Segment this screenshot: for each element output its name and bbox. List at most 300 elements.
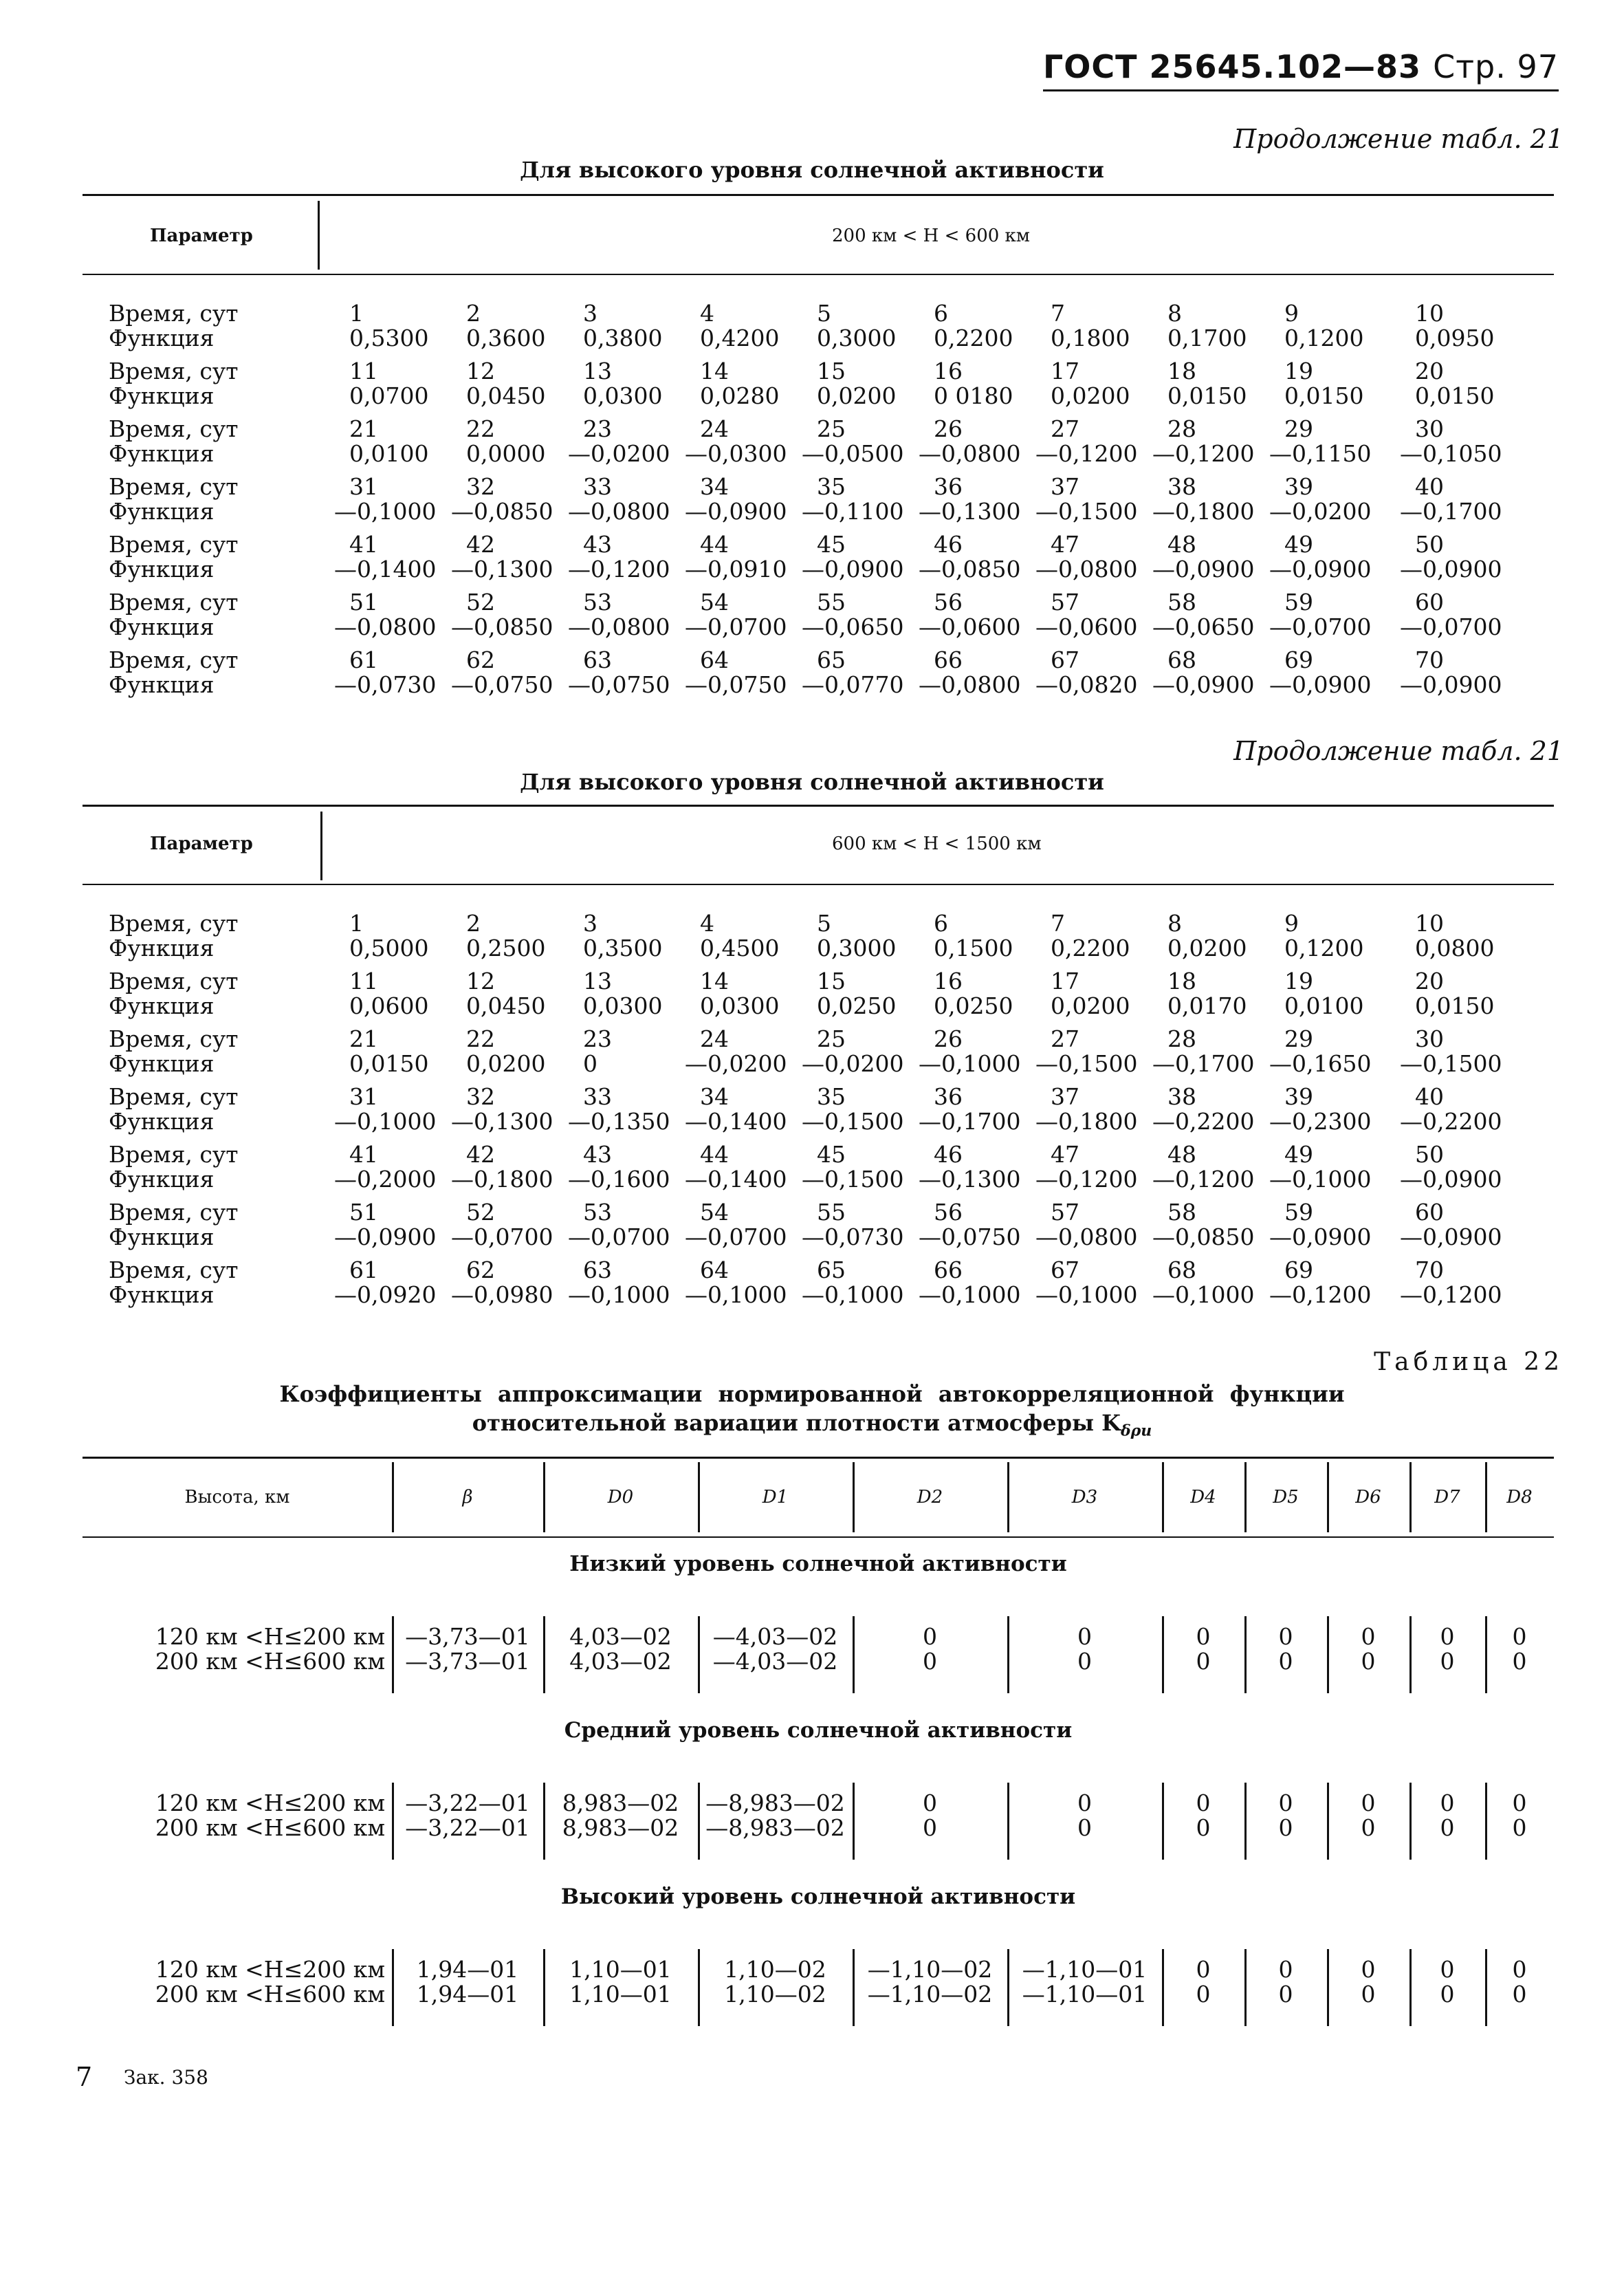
rule-mid-a bbox=[83, 274, 1554, 275]
param-header-b: Параметр bbox=[150, 834, 253, 854]
time-cell: 69 bbox=[1284, 646, 1313, 673]
function-cell: —0,0850 bbox=[1152, 1223, 1255, 1250]
function-cell: —0,0730 bbox=[802, 1223, 904, 1250]
time-cell: 37 bbox=[1051, 1083, 1079, 1110]
time-cell: 28 bbox=[1167, 415, 1196, 442]
time-cell: 64 bbox=[700, 1257, 729, 1283]
function-row bbox=[109, 1052, 1525, 1076]
function-cell: —0,0600 bbox=[1035, 613, 1138, 640]
cell-divider bbox=[1007, 1783, 1009, 1860]
function-cell: —0,2200 bbox=[1400, 1108, 1502, 1135]
value-cell: 1,10—02 bbox=[724, 1981, 826, 2008]
time-cell: 48 bbox=[1167, 1141, 1196, 1168]
value-cell: 0 bbox=[923, 1814, 937, 1841]
time-cell: 38 bbox=[1167, 1083, 1196, 1110]
function-cell: 0,0170 bbox=[1167, 992, 1247, 1019]
value-cell: 0 bbox=[1440, 1648, 1455, 1675]
function-label: Функция bbox=[109, 556, 215, 583]
function-label: Функция bbox=[109, 671, 215, 698]
function-cell: 0,2200 bbox=[934, 325, 1013, 351]
function-cell: —0,0850 bbox=[451, 613, 553, 640]
time-cell: 59 bbox=[1284, 589, 1313, 616]
standard-title: ГОСТ 25645.102—83 bbox=[1042, 48, 1422, 85]
function-cell: 0,2200 bbox=[1051, 935, 1130, 961]
time-cell: 65 bbox=[817, 646, 846, 673]
cell-divider bbox=[1162, 1949, 1164, 2026]
function-cell: 0,3000 bbox=[817, 325, 897, 351]
value-cell: —4,03—02 bbox=[712, 1623, 838, 1650]
time-cell: 42 bbox=[466, 1141, 495, 1168]
cell-divider bbox=[543, 1949, 545, 2026]
time-label: Время, сут bbox=[109, 1025, 239, 1052]
function-cell: —0,0800 bbox=[919, 440, 1021, 467]
function-cell: 0,0150 bbox=[1415, 992, 1495, 1019]
cell-divider bbox=[1485, 1783, 1487, 1860]
function-cell: 0,0150 bbox=[349, 1050, 429, 1077]
function-cell: 0,5300 bbox=[349, 325, 429, 351]
time-cell: 70 bbox=[1415, 646, 1444, 673]
function-cell: —0,0900 bbox=[1269, 556, 1372, 583]
running-header bbox=[1043, 48, 1559, 91]
altitude-cell: 120 км <H≤200 км bbox=[155, 1956, 385, 1983]
cell-divider bbox=[1485, 1949, 1487, 2026]
function-cell: —0,1300 bbox=[451, 556, 553, 583]
function-cell: —0,0850 bbox=[451, 498, 553, 525]
function-cell: —0,1000 bbox=[919, 1281, 1021, 1308]
time-cell: 59 bbox=[1284, 1199, 1313, 1226]
function-cell: —0,0850 bbox=[919, 556, 1021, 583]
value-cell: 1,94—01 bbox=[416, 1981, 519, 2008]
function-cell: —0,1200 bbox=[1400, 1281, 1502, 1308]
value-cell: 4,03—02 bbox=[569, 1648, 672, 1675]
time-cell: 9 bbox=[1284, 910, 1299, 937]
section-title: Средний уровень солнечной активности bbox=[564, 1718, 1073, 1743]
value-cell: 0 bbox=[1278, 1814, 1293, 1841]
time-cell: 21 bbox=[349, 415, 378, 442]
value-cell: 0 bbox=[1278, 1790, 1293, 1816]
column-divider bbox=[1162, 1462, 1164, 1532]
time-cell: 51 bbox=[349, 589, 378, 616]
time-cell: 55 bbox=[817, 589, 846, 616]
value-cell: 0 bbox=[1361, 1790, 1376, 1816]
column-header: Высота, км bbox=[184, 1487, 290, 1508]
function-cell: 0,4500 bbox=[700, 935, 780, 961]
column-header: D1 bbox=[762, 1487, 789, 1508]
cell-divider bbox=[392, 1783, 394, 1860]
function-row bbox=[109, 936, 1525, 961]
cell-divider bbox=[1409, 1949, 1412, 2026]
time-cell: 68 bbox=[1167, 1257, 1196, 1283]
value-cell: 0 bbox=[1278, 1623, 1293, 1650]
time-cell: 50 bbox=[1415, 1141, 1444, 1168]
data-table-b bbox=[109, 911, 1525, 1316]
time-cell: 54 bbox=[700, 589, 729, 616]
time-cell: 68 bbox=[1167, 646, 1196, 673]
time-cell: 30 bbox=[1415, 415, 1444, 442]
row-gap-cell bbox=[109, 697, 1525, 706]
time-cell: 52 bbox=[466, 1199, 495, 1226]
function-row bbox=[109, 1167, 1525, 1192]
time-cell: 43 bbox=[583, 1141, 612, 1168]
function-label: Функция bbox=[109, 1050, 215, 1077]
t22-body bbox=[83, 1541, 1554, 2049]
cell-divider bbox=[698, 1783, 700, 1860]
function-cell: 0,0200 bbox=[1051, 382, 1130, 409]
time-cell: 9 bbox=[1284, 300, 1299, 327]
value-cell: —8,983—02 bbox=[705, 1814, 845, 1841]
time-label: Время, сут bbox=[109, 968, 239, 994]
value-cell: 0 bbox=[1196, 1814, 1211, 1841]
cell-divider bbox=[1162, 1616, 1164, 1693]
footer-page-num: 7 bbox=[76, 2062, 93, 2092]
time-cell: 44 bbox=[700, 531, 729, 558]
function-row bbox=[109, 994, 1525, 1019]
section-title: Высокий уровень солнечной активности bbox=[560, 1884, 1076, 1909]
value-cell: 0 bbox=[1361, 1956, 1376, 1983]
time-cell: 49 bbox=[1284, 531, 1313, 558]
value-cell: —1,10—01 bbox=[1022, 1956, 1148, 1983]
function-label: Функция bbox=[109, 1281, 215, 1308]
function-cell: —0,1500 bbox=[802, 1166, 904, 1193]
cell-divider bbox=[1244, 1783, 1247, 1860]
time-cell: 31 bbox=[349, 1083, 378, 1110]
time-cell: 8 bbox=[1167, 910, 1182, 937]
function-cell: —0,0750 bbox=[685, 671, 787, 698]
value-cell: 4,03—02 bbox=[569, 1623, 672, 1650]
time-cell: 19 bbox=[1284, 968, 1313, 994]
time-cell: 23 bbox=[583, 415, 612, 442]
value-cell: 0 bbox=[1278, 1956, 1293, 1983]
function-cell: —0,0800 bbox=[568, 613, 670, 640]
time-cell: 43 bbox=[583, 531, 612, 558]
time-cell: 5 bbox=[817, 910, 831, 937]
function-cell: —0,0900 bbox=[802, 556, 904, 583]
time-cell: 21 bbox=[349, 1025, 378, 1052]
value-cell: 0 bbox=[1196, 1623, 1211, 1650]
time-cell: 24 bbox=[700, 415, 729, 442]
function-cell: —0,0750 bbox=[568, 671, 670, 698]
time-cell: 70 bbox=[1415, 1257, 1444, 1283]
column-divider bbox=[1007, 1462, 1009, 1532]
t22-rule-top bbox=[83, 1457, 1554, 1459]
function-label: Функция bbox=[109, 440, 215, 467]
time-cell: 18 bbox=[1167, 358, 1196, 384]
function-cell: —0,0200 bbox=[568, 440, 670, 467]
cell-divider bbox=[698, 1949, 700, 2026]
time-cell: 54 bbox=[700, 1199, 729, 1226]
function-cell: —0,1100 bbox=[802, 498, 904, 525]
time-label: Время, сут bbox=[109, 646, 239, 673]
function-cell: 0,0700 bbox=[349, 382, 429, 409]
function-cell: —0,1400 bbox=[685, 1108, 787, 1135]
function-cell: 0,1200 bbox=[1284, 935, 1364, 961]
time-row bbox=[109, 417, 1525, 442]
time-cell: 42 bbox=[466, 531, 495, 558]
column-header: D7 bbox=[1434, 1487, 1460, 1508]
time-cell: 33 bbox=[583, 1083, 612, 1110]
function-cell: —0,2300 bbox=[1269, 1108, 1372, 1135]
function-cell: 0,4200 bbox=[700, 325, 780, 351]
time-cell: 26 bbox=[934, 1025, 963, 1052]
function-cell: 0,0150 bbox=[1284, 382, 1364, 409]
value-cell: 0 bbox=[1361, 1648, 1376, 1675]
time-cell: 26 bbox=[934, 415, 963, 442]
altitude-cell: 120 км <H≤200 км bbox=[155, 1623, 385, 1650]
value-cell: —8,983—02 bbox=[705, 1790, 845, 1816]
value-cell: 0 bbox=[1077, 1814, 1092, 1841]
value-cell: 0 bbox=[1196, 1981, 1211, 2008]
function-cell: 0,3800 bbox=[583, 325, 663, 351]
time-cell: 25 bbox=[817, 1025, 846, 1052]
value-cell: —3,22—01 bbox=[405, 1814, 530, 1841]
function-cell: —0,1500 bbox=[1035, 1050, 1138, 1077]
page-number: Стр. 97 bbox=[1433, 48, 1559, 85]
time-cell: 40 bbox=[1415, 473, 1444, 500]
column-header: D6 bbox=[1355, 1487, 1381, 1508]
function-cell: 0,0450 bbox=[466, 992, 546, 1019]
time-cell: 3 bbox=[583, 910, 597, 937]
column-header: D4 bbox=[1190, 1487, 1216, 1508]
time-cell: 57 bbox=[1051, 1199, 1079, 1226]
table-title-a: Для высокого уровня солнечной активности bbox=[520, 157, 1104, 183]
function-cell: —0,0200 bbox=[802, 1050, 904, 1077]
altitude-cell: 120 км <H≤200 км bbox=[155, 1790, 385, 1816]
time-cell: 13 bbox=[583, 968, 612, 994]
function-cell: —0,0650 bbox=[1152, 613, 1255, 640]
range-header-a: 200 км < H < 600 км bbox=[832, 226, 1031, 246]
function-cell: 0,0450 bbox=[466, 382, 546, 409]
value-cell: 0 bbox=[1077, 1790, 1092, 1816]
column-header: D8 bbox=[1506, 1487, 1533, 1508]
time-cell: 35 bbox=[817, 473, 846, 500]
altitude-cell: 200 км <H≤600 км bbox=[155, 1648, 385, 1675]
value-cell: 0 bbox=[923, 1790, 937, 1816]
time-cell: 32 bbox=[466, 473, 495, 500]
row-gap bbox=[109, 697, 1525, 706]
function-row bbox=[109, 384, 1525, 409]
function-cell: —0,0700 bbox=[685, 1223, 787, 1250]
range-header-b: 600 км < H < 1500 км bbox=[832, 834, 1042, 854]
value-cell: 1,10—01 bbox=[569, 1981, 672, 2008]
time-cell: 17 bbox=[1051, 358, 1079, 384]
time-cell: 69 bbox=[1284, 1257, 1313, 1283]
function-cell: 0,0000 bbox=[466, 440, 546, 467]
time-cell: 45 bbox=[817, 1141, 846, 1168]
time-cell: 40 bbox=[1415, 1083, 1444, 1110]
function-cell: —0,1300 bbox=[919, 498, 1021, 525]
time-cell: 15 bbox=[817, 968, 846, 994]
time-cell: 25 bbox=[817, 415, 846, 442]
function-cell: —0,0700 bbox=[451, 1223, 553, 1250]
function-label: Функция bbox=[109, 1223, 215, 1250]
function-cell: 0,0200 bbox=[817, 382, 897, 409]
function-cell: —0,1200 bbox=[568, 556, 670, 583]
time-cell: 11 bbox=[349, 968, 378, 994]
column-divider bbox=[392, 1462, 394, 1532]
time-cell: 17 bbox=[1051, 968, 1079, 994]
value-cell: 0 bbox=[1512, 1814, 1527, 1841]
function-label: Функция bbox=[109, 1108, 215, 1135]
value-cell: 1,10—02 bbox=[724, 1956, 826, 1983]
function-cell: —0,0900 bbox=[1269, 1223, 1372, 1250]
function-cell: —0,1300 bbox=[451, 1108, 553, 1135]
time-cell: 27 bbox=[1051, 415, 1079, 442]
time-cell: 10 bbox=[1415, 910, 1444, 937]
time-cell: 49 bbox=[1284, 1141, 1313, 1168]
function-cell: —0,1200 bbox=[1035, 440, 1138, 467]
value-cell: 0 bbox=[1512, 1790, 1527, 1816]
time-row bbox=[109, 1258, 1525, 1283]
time-cell: 37 bbox=[1051, 473, 1079, 500]
time-cell: 12 bbox=[466, 968, 495, 994]
time-cell: 16 bbox=[934, 968, 963, 994]
function-row bbox=[109, 1225, 1525, 1250]
time-cell: 47 bbox=[1051, 531, 1079, 558]
function-cell: —0,0800 bbox=[919, 671, 1021, 698]
value-cell: 0 bbox=[1278, 1981, 1293, 2008]
function-cell: —0,1350 bbox=[568, 1108, 670, 1135]
function-cell: —0,2200 bbox=[1152, 1108, 1255, 1135]
value-cell: 0 bbox=[1077, 1623, 1092, 1650]
time-cell: 18 bbox=[1167, 968, 1196, 994]
value-cell: 0 bbox=[1361, 1623, 1376, 1650]
t22-rule-header bbox=[83, 1536, 1554, 1538]
time-cell: 7 bbox=[1051, 300, 1065, 327]
function-cell: —0,1000 bbox=[334, 498, 437, 525]
function-cell: —0,0800 bbox=[1035, 1223, 1138, 1250]
cell-divider bbox=[1007, 1616, 1009, 1693]
column-header: D3 bbox=[1071, 1487, 1098, 1508]
function-cell: —0,1300 bbox=[919, 1166, 1021, 1193]
time-cell: 15 bbox=[817, 358, 846, 384]
function-cell: —0,1500 bbox=[1400, 1050, 1502, 1077]
function-cell: —0,0650 bbox=[802, 613, 904, 640]
time-cell: 45 bbox=[817, 531, 846, 558]
time-cell: 47 bbox=[1051, 1141, 1079, 1168]
function-cell: 0,3600 bbox=[466, 325, 546, 351]
value-cell: 0 bbox=[1440, 1623, 1455, 1650]
time-cell: 3 bbox=[583, 300, 597, 327]
time-cell: 64 bbox=[700, 646, 729, 673]
function-cell: —0,0900 bbox=[1400, 556, 1502, 583]
value-cell: 0 bbox=[1512, 1648, 1527, 1675]
function-cell: 0,5000 bbox=[349, 935, 429, 961]
time-cell: 35 bbox=[817, 1083, 846, 1110]
time-cell: 24 bbox=[700, 1025, 729, 1052]
time-cell: 16 bbox=[934, 358, 963, 384]
time-row bbox=[109, 969, 1525, 994]
value-cell: —1,10—02 bbox=[867, 1981, 993, 2008]
function-cell: —0,0900 bbox=[1400, 671, 1502, 698]
column-divider bbox=[1485, 1462, 1487, 1532]
time-cell: 62 bbox=[466, 646, 495, 673]
function-row bbox=[109, 326, 1525, 351]
table22-title-text: относительной вариации плотности атмосферы K bbox=[472, 1410, 1121, 1436]
function-cell: —0,1700 bbox=[1400, 498, 1502, 525]
value-cell: —3,22—01 bbox=[405, 1790, 530, 1816]
time-cell: 27 bbox=[1051, 1025, 1079, 1052]
cell-divider bbox=[1244, 1949, 1247, 2026]
function-cell: —0,0730 bbox=[334, 671, 437, 698]
value-cell: 8,983—02 bbox=[562, 1790, 679, 1816]
function-cell: —0,1800 bbox=[1035, 1108, 1138, 1135]
time-cell: 53 bbox=[583, 589, 612, 616]
value-cell: —4,03—02 bbox=[712, 1648, 838, 1675]
cell-divider bbox=[392, 1949, 394, 2026]
time-row bbox=[109, 532, 1525, 557]
function-cell: —0,0900 bbox=[1152, 671, 1255, 698]
time-cell: 39 bbox=[1284, 473, 1313, 500]
function-row bbox=[109, 1109, 1525, 1134]
function-cell: —0,0900 bbox=[334, 1223, 437, 1250]
value-cell: 0 bbox=[1077, 1648, 1092, 1675]
function-cell: 0,0950 bbox=[1415, 325, 1495, 351]
time-cell: 13 bbox=[583, 358, 612, 384]
time-label: Время, сут bbox=[109, 300, 239, 327]
function-cell: —0,1200 bbox=[1152, 1166, 1255, 1193]
cell-divider bbox=[853, 1616, 855, 1693]
time-cell: 53 bbox=[583, 1199, 612, 1226]
function-cell: —0,0900 bbox=[1269, 671, 1372, 698]
time-cell: 39 bbox=[1284, 1083, 1313, 1110]
time-cell: 61 bbox=[349, 1257, 378, 1283]
cell-divider bbox=[543, 1616, 545, 1693]
time-cell: 34 bbox=[700, 473, 729, 500]
time-cell: 22 bbox=[466, 415, 495, 442]
time-cell: 8 bbox=[1167, 300, 1182, 327]
value-cell: —3,73—01 bbox=[405, 1623, 530, 1650]
time-cell: 60 bbox=[1415, 1199, 1444, 1226]
function-cell: 0,3500 bbox=[583, 935, 663, 961]
time-label: Время, сут bbox=[109, 1141, 239, 1168]
time-cell: 30 bbox=[1415, 1025, 1444, 1052]
header-divider-b bbox=[320, 812, 322, 880]
time-label: Время, сут bbox=[109, 910, 239, 937]
function-cell: —0,1200 bbox=[1152, 440, 1255, 467]
function-cell: 0,2500 bbox=[466, 935, 546, 961]
function-row bbox=[109, 673, 1525, 697]
time-cell: 57 bbox=[1051, 589, 1079, 616]
param-header-a: Параметр bbox=[150, 226, 253, 246]
cell-divider bbox=[1409, 1783, 1412, 1860]
time-cell: 44 bbox=[700, 1141, 729, 1168]
value-cell: —1,10—01 bbox=[1022, 1981, 1148, 2008]
function-cell: —0,0700 bbox=[1400, 613, 1502, 640]
function-cell: —0,1000 bbox=[919, 1050, 1021, 1077]
altitude-cell: 200 км <H≤600 км bbox=[155, 1981, 385, 2008]
time-cell: 20 bbox=[1415, 968, 1444, 994]
time-cell: 19 bbox=[1284, 358, 1313, 384]
time-cell: 65 bbox=[817, 1257, 846, 1283]
time-cell: 22 bbox=[466, 1025, 495, 1052]
table-title-b: Для высокого уровня солнечной активности bbox=[520, 769, 1104, 795]
function-cell: —0,0900 bbox=[1400, 1166, 1502, 1193]
function-label: Функция bbox=[109, 382, 215, 409]
t22-header-row bbox=[83, 1459, 1554, 1535]
column-divider bbox=[1244, 1462, 1247, 1532]
row-gap-cell bbox=[109, 1307, 1525, 1316]
time-cell: 56 bbox=[934, 589, 963, 616]
time-cell: 2 bbox=[466, 910, 481, 937]
function-cell: —0,1200 bbox=[1269, 1281, 1372, 1308]
value-cell: 1,94—01 bbox=[416, 1956, 519, 1983]
time-cell: 6 bbox=[934, 910, 948, 937]
table22-label: Таблица 22 bbox=[1374, 1348, 1563, 1376]
time-label: Время, сут bbox=[109, 1083, 239, 1110]
function-label: Функция bbox=[109, 1166, 215, 1193]
value-cell: 0 bbox=[1361, 1814, 1376, 1841]
value-cell: 0 bbox=[1440, 1790, 1455, 1816]
